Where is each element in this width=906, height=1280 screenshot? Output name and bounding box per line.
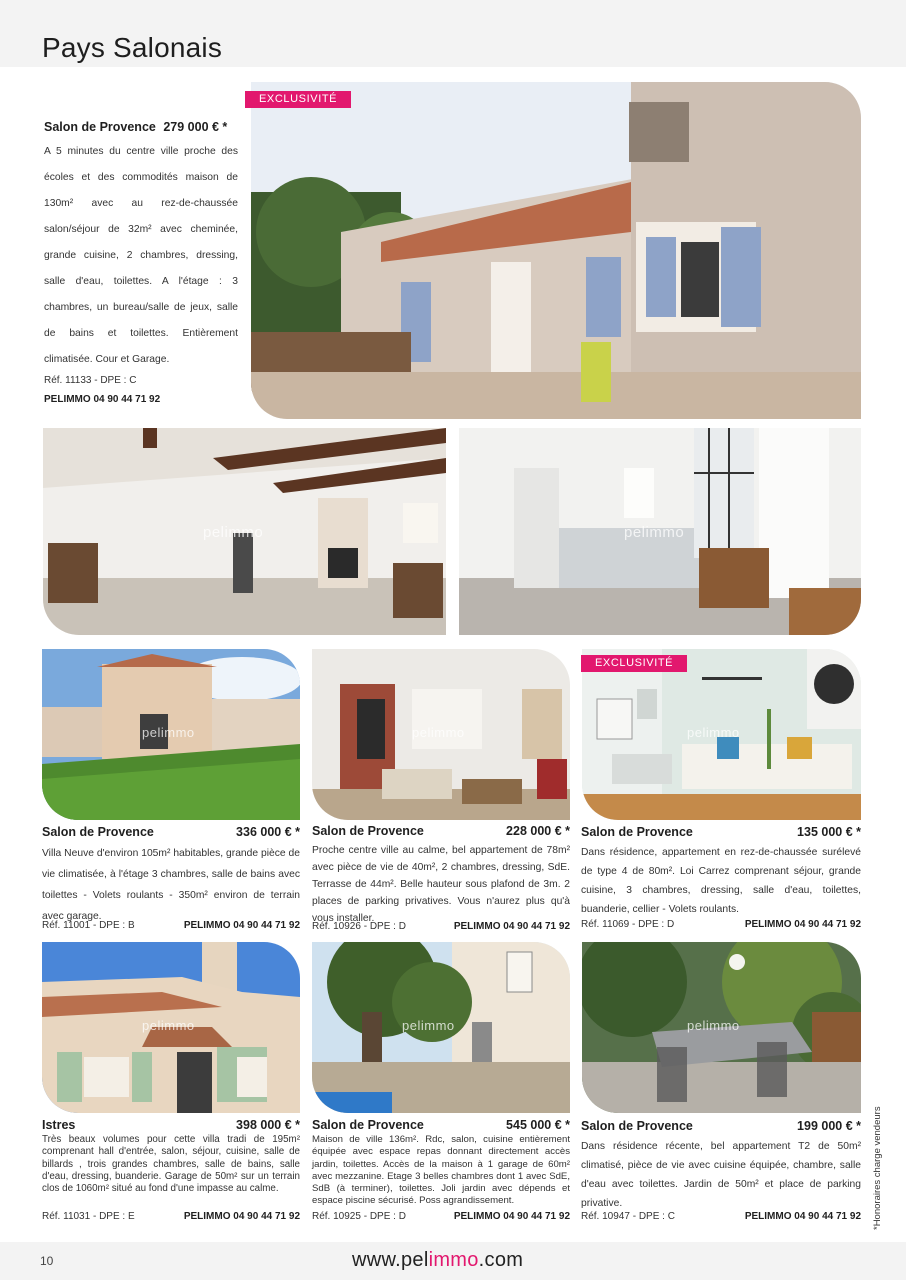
- featured-city: Salon de Provence: [44, 120, 156, 134]
- featured-photo-living-room[interactable]: [43, 428, 446, 635]
- listing-6-phone: PELIMMO 04 90 44 71 92: [744, 1211, 861, 1222]
- featured-exclusive-badge: EXCLUSIVITÉ: [245, 91, 351, 108]
- listing-1-ref: Réf. 11001 - DPE : B: [42, 920, 135, 931]
- watermark-text: pelimmo: [412, 725, 465, 740]
- website-url-prefix: www.pel: [352, 1249, 429, 1271]
- listing-5-price: 545 000 € *: [506, 1118, 570, 1132]
- listing-2-heading: [312, 823, 570, 840]
- listing-3-price: 135 000 € *: [797, 825, 861, 839]
- listing-3-footer: [581, 919, 861, 930]
- listing-5-phone: PELIMMO 04 90 44 71 92: [453, 1211, 570, 1222]
- page-title: Pays Salonais: [42, 32, 223, 63]
- listing-6-heading: [581, 1118, 861, 1135]
- listing-5-footer: [312, 1211, 570, 1222]
- watermark-text: pelimmo: [687, 1018, 740, 1033]
- listing-5-city: Salon de Provence: [312, 1118, 424, 1132]
- watermark-text: pelimmo: [402, 1018, 455, 1033]
- featured-price: 279 000 € *: [163, 120, 228, 134]
- website-url-accent: immo: [428, 1249, 479, 1271]
- listing-1-footer: [42, 920, 300, 931]
- listing-6-price: 199 000 € *: [797, 1119, 861, 1133]
- listing-4-city: Istres: [42, 1118, 76, 1132]
- listing-5-card: [312, 1117, 570, 1227]
- listing-6-card: [581, 1118, 861, 1228]
- listing-1-card: [42, 824, 300, 934]
- listing-4-photo[interactable]: [42, 942, 300, 1113]
- listing-6-description: Dans résidence récente, bel appartement T2 de 50m² climatisé, pièce de vie avec cuisine équipée, chambre, salle d'eau avec toilettes. Jardin de 50m² et place de parking privative.: [581, 1141, 861, 1209]
- listing-1-description: Villa Neuve d'environ 105m² habitables, grande pièce de vie climatisée, à l'étage 3 chambres, salle de bains avec toilettes - Volets roulants - 350m² environ de terrain avec garage.: [42, 848, 300, 922]
- page-number: 10: [40, 1254, 54, 1268]
- listing-2-phone: PELIMMO 04 90 44 71 92: [453, 921, 570, 932]
- listing-1-price: 336 000 € *: [236, 825, 300, 839]
- featured-listing-text: [44, 120, 238, 405]
- listing-3-exclusive-badge: EXCLUSIVITÉ: [581, 655, 687, 672]
- house-exterior-image: [251, 82, 861, 419]
- listing-2-photo[interactable]: [312, 649, 570, 820]
- listing-4-footer: [42, 1211, 300, 1222]
- listing-4-ref: Réf. 11031 - DPE : E: [42, 1211, 135, 1222]
- featured-photo-kitchen[interactable]: [459, 428, 861, 635]
- listing-4-heading: [42, 1117, 300, 1134]
- watermark-text: pelimmo: [142, 1018, 195, 1033]
- listing-4-description: Très beaux volumes pour cette villa tradi de 195m² comprenant hall d'entrée, salon, séjour, cuisine, salle de billards , trois grandes chambres, salle de bains, salle d'eau, dressing, buanderie. Garage de 50m² sur un terrain clos de 1060m² situé au fond d'une impasse au calme.: [42, 1134, 300, 1195]
- listing-4-card: [42, 1117, 300, 1227]
- listing-3-description: Dans résidence, appartement en rez-de-chaussée surélevé de type 4 de 80m². Loi Carrez comprenant séjour, grande cuisine, 3 chambres, dressing, salle d'eau, toilettes, buanderie, cellier - Volets roulants.: [581, 847, 861, 915]
- listing-1-photo[interactable]: [42, 649, 300, 820]
- listing-1-heading: [42, 824, 300, 841]
- featured-listing-heading: [44, 120, 238, 134]
- listing-3-city: Salon de Provence: [581, 825, 693, 839]
- website-url-suffix: .com: [478, 1249, 524, 1271]
- listing-2-card: [312, 823, 570, 936]
- listing-6-ref: Réf. 10947 - DPE : C: [581, 1211, 675, 1222]
- listing-3-photo[interactable]: [582, 649, 861, 820]
- watermark-text: pelimmo: [687, 725, 740, 740]
- featured-description: A 5 minutes du centre ville proche des écoles et des commodités maison de 130m² avec au rez-de-chaussée salon/séjour de 32m² avec cheminée, grande cuisine, 2 chambres, dressing, salle d'eau, toilettes. A l'étage : 3 chambres, un bureau/salle de jeux, salle de bains et toilettes. Entièrement climatisée. Cour et Garage.: [44, 146, 238, 365]
- listing-5-description: Maison de ville 136m². Rdc, salon, cuisine entièrement équipée avec espace repas donnant directement accès jardin, toilettes. Accès de la maison à 1 garage de 60m² avec mezzanine. Etage 3 belles chambres dont 1 avec SdE, SdB (à terminer), toilettes. Joli jardin avec dépends et espace piscine sécurisé. Poss agrandissement.: [312, 1134, 570, 1207]
- listing-2-description: Proche centre ville au calme, bel appartement de 78m² avec pièce de vie de 40m², 2 chambres, dressing, SdE. Terrasse de 44m². Belle hauteur sous plafond de 3m. 2 places de parking privatives. Vous n'aurez plus qu'à vous installer.: [312, 845, 570, 924]
- listing-5-ref: Réf. 10925 - DPE : D: [312, 1211, 406, 1222]
- listing-2-price: 228 000 € *: [506, 824, 570, 838]
- listing-1-city: Salon de Provence: [42, 825, 154, 839]
- listing-2-city: Salon de Provence: [312, 824, 424, 838]
- listing-3-card: [581, 824, 861, 934]
- watermark-text: pelimmo: [624, 524, 685, 541]
- listing-1-phone: PELIMMO 04 90 44 71 92: [183, 920, 300, 931]
- featured-ref: Réf. 11133 - DPE : C: [44, 375, 137, 386]
- listing-6-footer: [581, 1211, 861, 1222]
- fees-side-note: *Honoraires charge vendeurs: [872, 1106, 883, 1230]
- listing-3-ref: Réf. 11069 - DPE : D: [581, 919, 675, 930]
- listing-4-price: 398 000 € *: [236, 1118, 300, 1132]
- featured-photo-exterior[interactable]: [251, 82, 861, 419]
- listing-3-phone: PELIMMO 04 90 44 71 92: [744, 919, 861, 930]
- watermark-text: pelimmo: [142, 725, 195, 740]
- listing-6-city: Salon de Provence: [581, 1119, 693, 1133]
- listing-6-photo[interactable]: [582, 942, 861, 1113]
- listing-3-heading: [581, 824, 861, 841]
- featured-phone: PELIMMO 04 90 44 71 92: [44, 394, 161, 405]
- listing-2-footer: [312, 921, 570, 932]
- watermark-text: pelimmo: [203, 524, 264, 541]
- website-link[interactable]: [352, 1249, 523, 1272]
- listing-4-phone: PELIMMO 04 90 44 71 92: [183, 1211, 300, 1222]
- listing-2-ref: Réf. 10926 - DPE : D: [312, 921, 406, 932]
- listing-5-photo[interactable]: [312, 942, 570, 1113]
- listing-5-heading: [312, 1117, 570, 1134]
